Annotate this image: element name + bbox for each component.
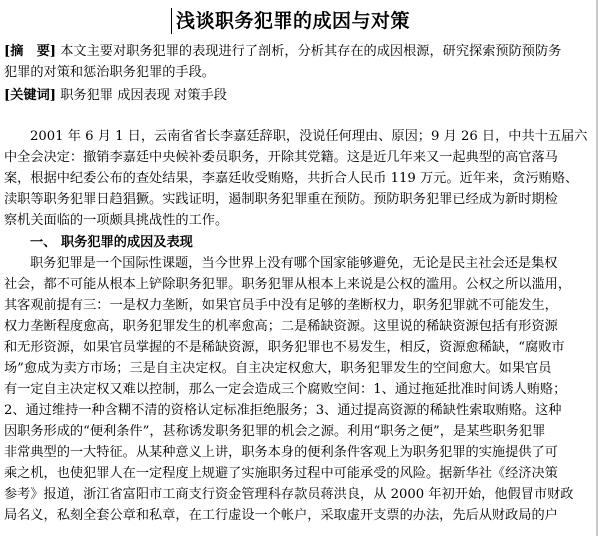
body-line-12[interactable]: 参考》报道，浙江省富阳市工商支行资金管理科存款员蒋洪良，从 2000 年初开始，他假冒市财政 [4, 487, 574, 502]
intro-line-2[interactable]: 中全会决定：撤销李嘉廷中央候补委员职务，开除其党籍。这是近几年来又一起典型的高官落马 [4, 150, 558, 165]
body-line-6[interactable]: 场”愈成为卖方市场；三是自主决定权。自主决定权愈大，职务犯罪发生的空间愈大。如果官员 [4, 361, 552, 376]
body-line-8[interactable]: 2、通过维持一种含糊不清的资格认定标准拒绝服务；3、通过提高资源的稀缺性索取贿赂。这种 [4, 403, 562, 418]
abstract-line-2[interactable]: 犯罪的对策和惩治职务犯罪的手段。 [4, 65, 215, 80]
body-line-13[interactable]: 局名义，私刻全套公章和私章，在工行虚设一个帐户，采取虚开支票的办法，先后从财政局的户 [4, 508, 558, 523]
body-line-2[interactable]: 社会，都不可能从根本上铲除职务犯罪。职务犯罪从根本上来说是公权的滥用。公权之所以滥用， [4, 277, 572, 292]
document-title[interactable]: 浅谈职务犯罪的成因与对策 [176, 10, 411, 32]
intro-line-3[interactable]: 案，根据中纪委公布的查处结果，李嘉廷收受贿赂，共折合人民币 119 万元。近年来，贪污贿赂、 [4, 171, 579, 186]
intro-line-1[interactable]: 2001 年 6 月 1 日，云南省省长李嘉廷辞职，没说任何理由、原因；9 月 26 日，中共十五届六 [30, 129, 588, 144]
section-heading[interactable] [4, 233, 596, 253]
keywords-label: [关键词] [4, 88, 57, 103]
body-line-7[interactable]: 有一定自主决定权又难以控制，那么一定会造成三个腐败空间：1、通过拖延批准时间诱人贿赂； [4, 382, 567, 397]
body-line-4[interactable]: 权力垄断程度愈高，职务犯罪发生的机率愈高；二是稀缺资源。这里说的稀缺资源包括有形资源 [4, 319, 558, 334]
keywords-line[interactable] [4, 86, 596, 106]
body-line-3[interactable]: 其客观前提有三：一是权力垄断，如果官员手中没有足够的垄断权力，职务犯罪就不可能发生， [4, 298, 558, 313]
body-line-11[interactable]: 乘之机，也使犯罪人在一定程度上规避了实施职务过程中可能承受的风险。据新华社《经济决策 [4, 466, 558, 481]
body-line-1[interactable]: 职务犯罪是一个国际性课题，当今世界上没有哪个国家能够避免，无论是民主社会还是集权 [30, 256, 558, 271]
abstract-text: 本文主要对职务犯罪的表现进行了剖析，分析其存在的成因根源，研究探索预防预防务 [60, 44, 562, 59]
keywords-text: 职务犯罪 成因表现 对策手段 [60, 88, 227, 103]
text-cursor [171, 8, 172, 34]
body-line-5[interactable]: 和无形资源，如果官员掌握的不是稀缺资源，职务犯罪也不易发生，相反，资源愈稀缺，“腐败市 [4, 340, 565, 355]
body-line-9[interactable]: 因职务形成的“便利条件”，甚称诱发职务犯罪的机会之源。利用“职务之便”，是某些职务犯罪 [4, 424, 546, 439]
intro-line-4[interactable]: 渎职等职务犯罪日趋猖獗。实践证明，遏制职务犯罪重在预防。预防职务犯罪已经成为新时期检 [4, 192, 558, 207]
body-line-10[interactable]: 非常典型的一大特征。从某种意义上讲，职务本身的便利条件客观上为职务犯罪的实施提供了可 [4, 445, 558, 460]
abstract-line-1[interactable] [4, 42, 596, 62]
section-heading-text: 一、 职务犯罪的成因及表现 [30, 235, 193, 250]
intro-line-5[interactable]: 察机关面临的一项颇具挑战性的工作。 [4, 213, 229, 228]
abstract-label: [摘 要] [4, 44, 57, 59]
